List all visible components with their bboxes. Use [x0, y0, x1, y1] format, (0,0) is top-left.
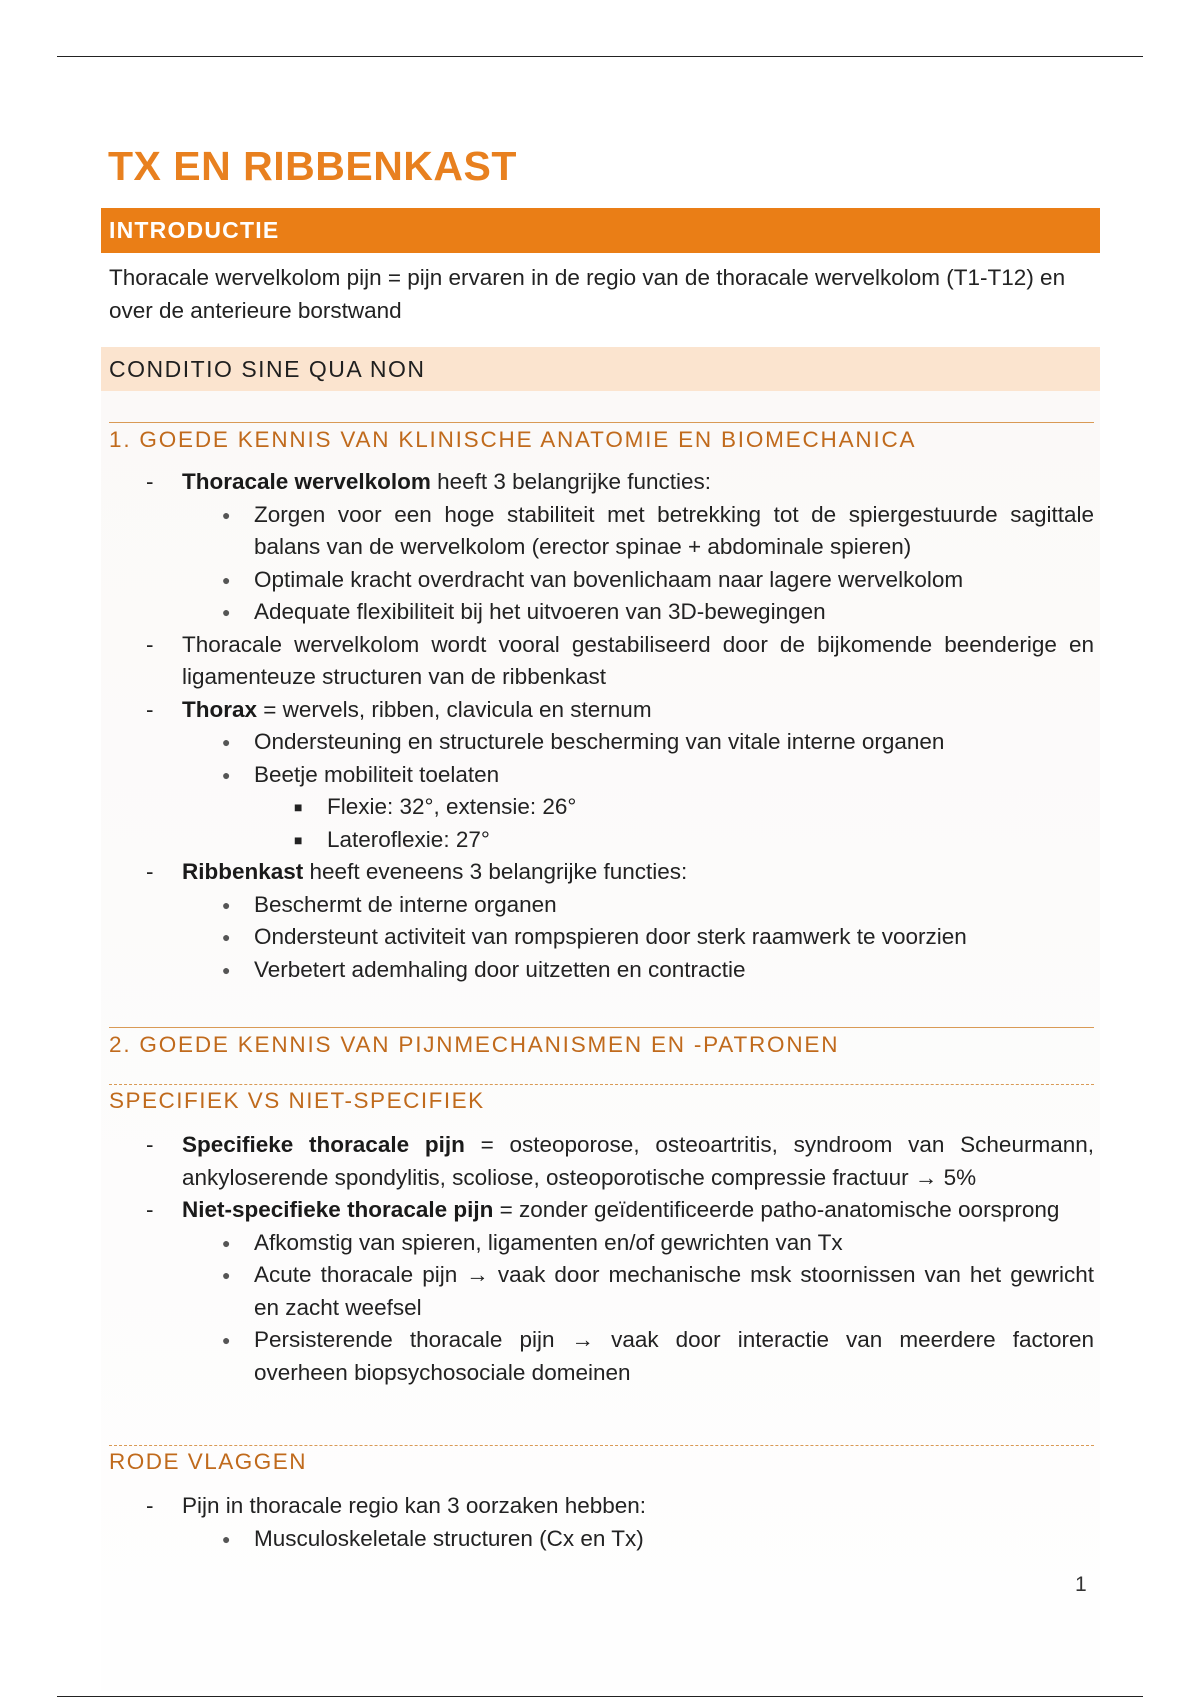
conditio-heading: CONDITIO SINE QUA NON [101, 347, 1100, 391]
page-bottom-rule [57, 1696, 1143, 1697]
list-item-text: = osteoporose, osteoartritis, syndroom van Scheurmann, ankyloserende spondylitis, scoliose, osteoporotische compressie fractuur → 5% [182, 1132, 1094, 1190]
bullet-icon: ● [222, 1267, 231, 1283]
section-2-list [109, 1129, 1094, 1389]
list-item-text: Pijn in thoracale regio kan 3 oorzaken hebben: [182, 1493, 647, 1518]
bullet-icon: ● [222, 929, 231, 945]
bullet-icon: ● [222, 506, 231, 523]
list-item-text: Ondersteunt activiteit van rompspieren door sterk raamwerk te voorzien [254, 924, 967, 949]
list-item-text: Persisterende thoracale pijn → vaak door interactie van meerdere factoren overheen biopsychosociale domeinen [254, 1327, 1094, 1385]
bullet-icon: ● [222, 1234, 231, 1251]
list-item [109, 499, 1094, 564]
list-item-text: heeft eveneens 3 belangrijke functies: [303, 859, 688, 884]
dash-bullet: - [146, 696, 154, 722]
page-title: TX EN RIBBENKAST [108, 143, 517, 189]
page-number: 1 [1075, 1573, 1087, 1596]
list-item-text: Beschermt de interne organen [254, 891, 557, 917]
dash-bullet: - [146, 1197, 154, 1222]
list-item [109, 1129, 1094, 1194]
list-item-text: Flexie: 32°, extensie: 26° [327, 794, 577, 819]
list-item [109, 824, 1094, 857]
list-item-text: Thoracale wervelkolom wordt vooral gestabiliseerd door de bijkomende beenderige en ligamenteuze structuren van de ribbenkast [182, 631, 1094, 689]
bold-term: Specifieke thoracale pijn [182, 1132, 465, 1157]
bullet-icon: ● [222, 1332, 231, 1348]
list-item-text: heeft 3 belangrijke functies: [430, 469, 712, 494]
list-item [109, 596, 1094, 629]
dash-bullet: - [146, 631, 154, 657]
bullet-icon: ● [222, 734, 231, 750]
list-item [109, 954, 1094, 987]
square-bullet-icon: ■ [294, 799, 303, 815]
list-item-text: Optimale kracht overdracht van bovenlichaam naar lagere wervelkolom [254, 566, 964, 592]
section-1-heading: 1. GOEDE KENNIS VAN KLINISCHE ANATOMIE EN BIOMECHANICA [109, 422, 1094, 453]
list-item [109, 759, 1094, 792]
bullet-icon: ● [222, 1530, 231, 1547]
list-item-text: Verbetert ademhaling door uitzetten en contractie [254, 956, 746, 982]
list-item-text: Lateroflexie: 27° [327, 826, 490, 852]
section-2-heading: 2. GOEDE KENNIS VAN PIJNMECHANISMEN EN -PATRONEN [109, 1027, 1094, 1058]
section-1-list [109, 466, 1094, 986]
list-item-text: = wervels, ribben, clavicula en sternum [257, 696, 652, 722]
list-item [109, 1227, 1094, 1260]
bullet-icon: ● [222, 766, 231, 783]
list-item [109, 466, 1094, 499]
bullet-icon: ● [222, 571, 231, 588]
list-item-text: = zonder geïdentificeerde patho-anatomische oorsprong [493, 1197, 1060, 1222]
list-item-text: Musculoskeletale structuren (Cx en Tx) [254, 1525, 644, 1551]
square-bullet-icon: ■ [294, 831, 303, 848]
list-item [109, 921, 1094, 954]
dash-bullet: - [146, 859, 154, 884]
section-3-list [109, 1490, 1094, 1555]
list-item-text: Zorgen voor een hoge stabiliteit met betrekking tot de spiergestuurde sagittale balans van de wervelkolom (erector spinae + abdominale spieren) [254, 501, 1094, 559]
list-item [109, 564, 1094, 597]
bullet-icon: ● [222, 604, 231, 620]
list-item [109, 1324, 1094, 1389]
dash-bullet: - [146, 1493, 154, 1518]
list-item-text: Adequate flexibiliteit bij het uitvoeren van 3D-bewegingen [254, 599, 826, 624]
list-item-text: Beetje mobiliteit toelaten [254, 761, 500, 787]
dash-bullet: - [146, 469, 154, 494]
list-item [109, 1194, 1094, 1227]
intro-heading: INTRODUCTIE [101, 208, 1100, 253]
bold-term: Thorax [182, 696, 258, 722]
list-item [109, 889, 1094, 922]
bold-term: Niet-specifieke thoracale pijn [182, 1197, 494, 1222]
bullet-icon: ● [222, 896, 231, 913]
list-item-text: Acute thoracale pijn → vaak door mechanische msk stoornissen van het gewricht en zacht weefsel [254, 1262, 1094, 1320]
red-flags-heading: RODE VLAGGEN [109, 1445, 1094, 1475]
bold-term: Thoracale wervelkolom [182, 469, 431, 494]
intro-text: Thoracale wervelkolom pijn = pijn ervaren in de regio van de thoracale wervelkolom (T1-T12) en over de anterieure borstwand [109, 265, 1066, 323]
list-item-text: Afkomstig van spieren, ligamenten en/of gewrichten van Tx [254, 1229, 843, 1255]
dash-bullet: - [146, 1132, 154, 1157]
bullet-icon: ● [222, 961, 231, 978]
list-item [109, 856, 1094, 889]
list-item [109, 1259, 1094, 1324]
list-item-text: Ondersteuning en structurele bescherming van vitale interne organen [254, 729, 945, 754]
list-item [109, 791, 1094, 824]
list-item [109, 726, 1094, 759]
list-item [109, 1523, 1094, 1556]
list-item [109, 694, 1094, 727]
page-top-rule [57, 56, 1143, 57]
list-item [109, 629, 1094, 694]
subsection-heading: SPECIFIEK VS NIET-SPECIFIEK [109, 1084, 1094, 1114]
bold-term: Ribbenkast [182, 859, 304, 884]
list-item [109, 1490, 1094, 1523]
